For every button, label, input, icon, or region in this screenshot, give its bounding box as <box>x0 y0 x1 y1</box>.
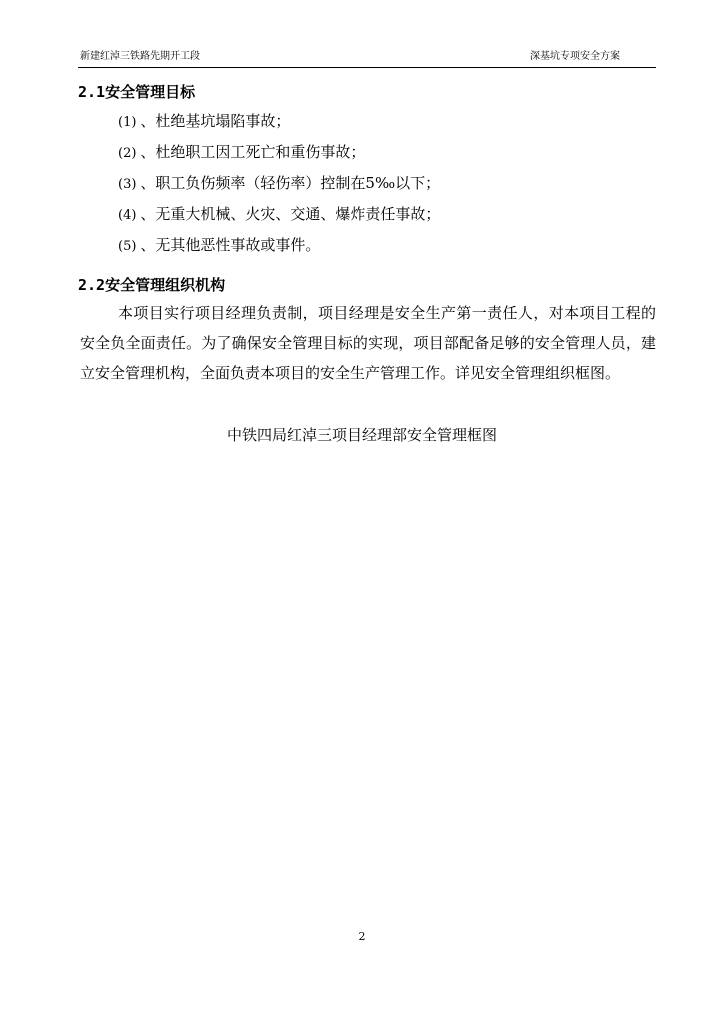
list-item-number: (1) <box>118 115 137 130</box>
section-2-1-number: 2.1 <box>78 83 106 101</box>
section-2-2-paragraph: 本项目实行项目经理负责制，项目经理是安全生产第一责任人，对本项目工程的安全负全面责任。为了确保安全管理目标的实现，项目部配备足够的安全管理人员，建立安全管理机构，全面负责本项目的安全生产管理工作。详见安全管理组织框图。 <box>80 304 656 382</box>
list-item-number: (2) <box>118 146 137 161</box>
list-item <box>118 142 365 164</box>
list-item <box>118 235 320 257</box>
figure-caption: 中铁四局红淖三项目经理部安全管理框图 <box>226 426 497 444</box>
header-project-name: 新建红淖三铁路先期开工段 <box>80 51 200 62</box>
list-item-text: 、无其他恶性事故或事件。 <box>140 236 321 254</box>
list-item <box>118 173 440 195</box>
section-2-2-number: 2.2 <box>78 276 106 294</box>
section-2-2-title: 安全管理组织机构 <box>105 276 226 294</box>
section-2-2-heading <box>78 275 225 295</box>
header-document-title: 深基坑专项安全方案 <box>530 51 620 62</box>
list-item <box>118 111 290 133</box>
list-item-number: (4) <box>118 208 137 223</box>
list-item-text: 、无重大机械、火灾、交通、爆炸责任事故； <box>140 205 441 223</box>
list-item <box>118 204 440 226</box>
list-item-number: (3) <box>118 177 137 192</box>
section-2-1-heading <box>78 82 195 102</box>
list-item-text: 、职工负伤频率（轻伤率）控制在5‰以下； <box>140 174 441 192</box>
page-header <box>78 50 656 68</box>
page-number: 2 <box>358 930 366 943</box>
list-item-text: 、杜绝基坑塌陷事故； <box>140 112 291 130</box>
list-item-number: (5) <box>118 239 137 254</box>
list-item-text: 、杜绝职工因工死亡和重伤事故； <box>140 143 366 161</box>
section-2-1-title: 安全管理目标 <box>105 83 196 101</box>
